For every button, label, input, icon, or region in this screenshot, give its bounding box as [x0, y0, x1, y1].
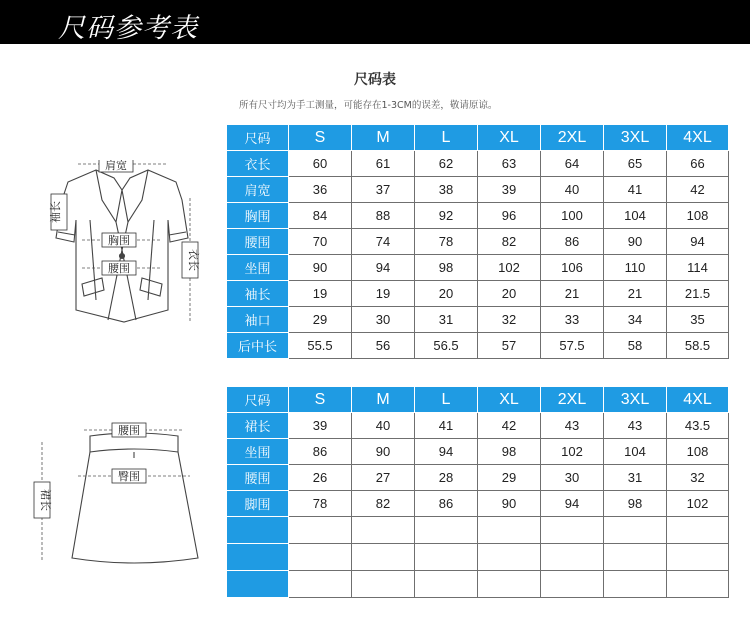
bottom-table-cell	[415, 571, 478, 598]
top-table-row-label: 衣长	[227, 151, 289, 177]
bottom-table-cell: 39	[289, 413, 352, 439]
top-table-cell: 35	[667, 307, 729, 333]
table-row	[227, 544, 729, 571]
bottom-table-cell: 86	[415, 491, 478, 517]
bottom-table-cell	[604, 544, 667, 571]
bottom-table-cell	[541, 517, 604, 544]
top-table-cell: 63	[478, 151, 541, 177]
jacket-shoulder-label: 肩宽	[105, 160, 127, 172]
bottom-table-cell: 94	[415, 439, 478, 465]
table-row	[227, 571, 729, 598]
bottom-table-cell: 102	[541, 439, 604, 465]
bottom-table-header-cell: 3XL	[604, 387, 667, 413]
bottom-table-cell	[604, 571, 667, 598]
bottom-table-cell	[352, 571, 415, 598]
table-row	[227, 151, 729, 177]
bottom-table-cell	[667, 571, 729, 598]
table-row	[227, 281, 729, 307]
table-row	[227, 177, 729, 203]
bottom-table-row-label: 脚围	[227, 491, 289, 517]
top-table-cell: 20	[415, 281, 478, 307]
bottom-table-cell: 26	[289, 465, 352, 491]
top-table-cell: 60	[289, 151, 352, 177]
top-table-cell: 39	[478, 177, 541, 203]
top-table-cell: 114	[667, 255, 729, 281]
top-table-cell: 100	[541, 203, 604, 229]
bottom-table-cell: 104	[604, 439, 667, 465]
table-row	[227, 465, 729, 491]
top-table-cell: 94	[352, 255, 415, 281]
bottom-table-cell: 40	[352, 413, 415, 439]
jacket-sleeve-label: 袖长	[49, 201, 62, 223]
top-table-cell: 30	[352, 307, 415, 333]
bottom-table-header-row	[227, 387, 729, 413]
top-table-header-cell: 3XL	[604, 125, 667, 151]
top-size-table	[226, 124, 729, 359]
bottom-table-cell: 28	[415, 465, 478, 491]
top-table-header-cell: L	[415, 125, 478, 151]
table-row	[227, 333, 729, 359]
top-table-cell: 40	[541, 177, 604, 203]
skirt-diagram	[14, 418, 209, 578]
bottom-table-row-label	[227, 571, 289, 598]
bottom-table-cell	[352, 544, 415, 571]
top-table-cell: 66	[667, 151, 729, 177]
table-row	[227, 413, 729, 439]
bottom-table-cell: 98	[478, 439, 541, 465]
bottom-table-row-label	[227, 517, 289, 544]
skirt-waist-label: 腰围	[118, 424, 140, 437]
top-table-cell: 102	[478, 255, 541, 281]
top-table-cell: 110	[604, 255, 667, 281]
skirt-length-label: 裙长	[39, 489, 52, 511]
top-table-cell: 56	[352, 333, 415, 359]
bottom-table-row-label: 裙长	[227, 413, 289, 439]
bottom-table-header-cell: XL	[478, 387, 541, 413]
top-table-cell: 37	[352, 177, 415, 203]
bottom-table-cell: 98	[604, 491, 667, 517]
top-table-cell: 29	[289, 307, 352, 333]
bottom-table-cell: 82	[352, 491, 415, 517]
top-table-row-label: 胸围	[227, 203, 289, 229]
table-row	[227, 517, 729, 544]
bottom-table-cell: 90	[478, 491, 541, 517]
top-table-cell: 98	[415, 255, 478, 281]
top-table-cell: 61	[352, 151, 415, 177]
bottom-table-cell: 41	[415, 413, 478, 439]
bottom-table-row-label: 腰围	[227, 465, 289, 491]
top-table-cell: 20	[478, 281, 541, 307]
top-table-row-label: 袖长	[227, 281, 289, 307]
bottom-table-cell: 43.5	[667, 413, 729, 439]
bottom-table-cell: 32	[667, 465, 729, 491]
top-table-cell: 58.5	[667, 333, 729, 359]
top-table-cell: 57	[478, 333, 541, 359]
top-table-cell: 90	[604, 229, 667, 255]
page-title: 尺码参考表	[58, 13, 198, 44]
top-table-header-cell: 尺码	[227, 125, 289, 151]
bottom-table-row-label	[227, 544, 289, 571]
bottom-table-header-cell: S	[289, 387, 352, 413]
top-table-cell: 34	[604, 307, 667, 333]
table-row	[227, 203, 729, 229]
bottom-table-cell	[667, 517, 729, 544]
top-table-cell: 41	[604, 177, 667, 203]
top-table-header-cell: S	[289, 125, 352, 151]
bottom-table-header-cell: 尺码	[227, 387, 289, 413]
bottom-table-cell: 43	[604, 413, 667, 439]
top-table-cell: 106	[541, 255, 604, 281]
top-table-cell: 19	[289, 281, 352, 307]
top-table-cell: 55.5	[289, 333, 352, 359]
top-table-cell: 108	[667, 203, 729, 229]
jacket-length-label: 衣长	[187, 249, 200, 271]
bottom-table-cell	[289, 571, 352, 598]
header-bar	[0, 0, 750, 44]
table-row	[227, 307, 729, 333]
top-table-cell: 38	[415, 177, 478, 203]
table-row	[227, 229, 729, 255]
top-table-cell: 21	[541, 281, 604, 307]
bottom-table-cell: 43	[541, 413, 604, 439]
bottom-table-header-cell: 2XL	[541, 387, 604, 413]
top-table-cell: 96	[478, 203, 541, 229]
bottom-table-cell	[352, 517, 415, 544]
bottom-table-cell: 30	[541, 465, 604, 491]
top-table-cell: 94	[667, 229, 729, 255]
top-table-header-cell: 4XL	[667, 125, 729, 151]
top-table-row-label: 袖口	[227, 307, 289, 333]
top-table-row-label: 肩宽	[227, 177, 289, 203]
top-table-cell: 62	[415, 151, 478, 177]
jacket-chest-label: 胸围	[108, 234, 130, 247]
top-table-cell: 56.5	[415, 333, 478, 359]
bottom-table-cell: 94	[541, 491, 604, 517]
bottom-table-cell: 31	[604, 465, 667, 491]
table-row	[227, 439, 729, 465]
top-table-cell: 33	[541, 307, 604, 333]
bottom-table-cell	[478, 544, 541, 571]
top-table-cell: 21.5	[667, 281, 729, 307]
top-table-cell: 104	[604, 203, 667, 229]
jacket-waist-label: 腰围	[108, 262, 130, 275]
table-title-text: 尺码表	[354, 72, 396, 88]
top-table-cell: 88	[352, 203, 415, 229]
bottom-table-cell	[541, 544, 604, 571]
measurement-note: 所有尺寸均为手工测量，可能存在1-3CM的误差，敬请原谅。	[239, 100, 498, 111]
top-table-cell: 21	[604, 281, 667, 307]
top-table-header-cell: M	[352, 125, 415, 151]
bottom-table-cell	[415, 544, 478, 571]
top-table-cell: 65	[604, 151, 667, 177]
bottom-table-cell: 29	[478, 465, 541, 491]
bottom-table-cell: 27	[352, 465, 415, 491]
bottom-size-table	[226, 386, 729, 598]
bottom-table-cell	[478, 517, 541, 544]
bottom-table-cell	[289, 544, 352, 571]
top-table-cell: 32	[478, 307, 541, 333]
jacket-diagram	[18, 160, 208, 335]
top-table-cell: 19	[352, 281, 415, 307]
top-table-cell: 64	[541, 151, 604, 177]
table-row	[227, 491, 729, 517]
bottom-table-cell	[604, 517, 667, 544]
bottom-table-header-cell: M	[352, 387, 415, 413]
top-table-cell: 58	[604, 333, 667, 359]
top-table-cell: 86	[541, 229, 604, 255]
bottom-table-cell: 108	[667, 439, 729, 465]
table-row	[227, 255, 729, 281]
top-table-cell: 57.5	[541, 333, 604, 359]
top-table-row-label: 坐围	[227, 255, 289, 281]
bottom-table-row-label: 坐围	[227, 439, 289, 465]
top-table-row-label: 后中长	[227, 333, 289, 359]
bottom-table-cell: 90	[352, 439, 415, 465]
top-table-header-cell: 2XL	[541, 125, 604, 151]
top-table-row-label: 腰围	[227, 229, 289, 255]
bottom-table-header-cell: 4XL	[667, 387, 729, 413]
bottom-table-cell: 42	[478, 413, 541, 439]
top-table-cell: 74	[352, 229, 415, 255]
bottom-table-cell	[289, 517, 352, 544]
top-table-cell: 31	[415, 307, 478, 333]
bottom-table-cell: 78	[289, 491, 352, 517]
top-table-cell: 82	[478, 229, 541, 255]
top-table-header-cell: XL	[478, 125, 541, 151]
top-table-cell: 92	[415, 203, 478, 229]
bottom-table-cell	[415, 517, 478, 544]
top-table-header-row	[227, 125, 729, 151]
bottom-table-cell	[478, 571, 541, 598]
bottom-table-cell: 102	[667, 491, 729, 517]
skirt-hip-label: 臀围	[118, 470, 140, 483]
bottom-table-cell	[541, 571, 604, 598]
top-table-cell: 36	[289, 177, 352, 203]
bottom-table-header-cell: L	[415, 387, 478, 413]
bottom-table-cell: 86	[289, 439, 352, 465]
top-table-cell: 78	[415, 229, 478, 255]
bottom-table-cell	[667, 544, 729, 571]
top-table-cell: 84	[289, 203, 352, 229]
top-table-cell: 70	[289, 229, 352, 255]
table-title	[0, 69, 750, 89]
top-table-cell: 90	[289, 255, 352, 281]
top-table-cell: 42	[667, 177, 729, 203]
